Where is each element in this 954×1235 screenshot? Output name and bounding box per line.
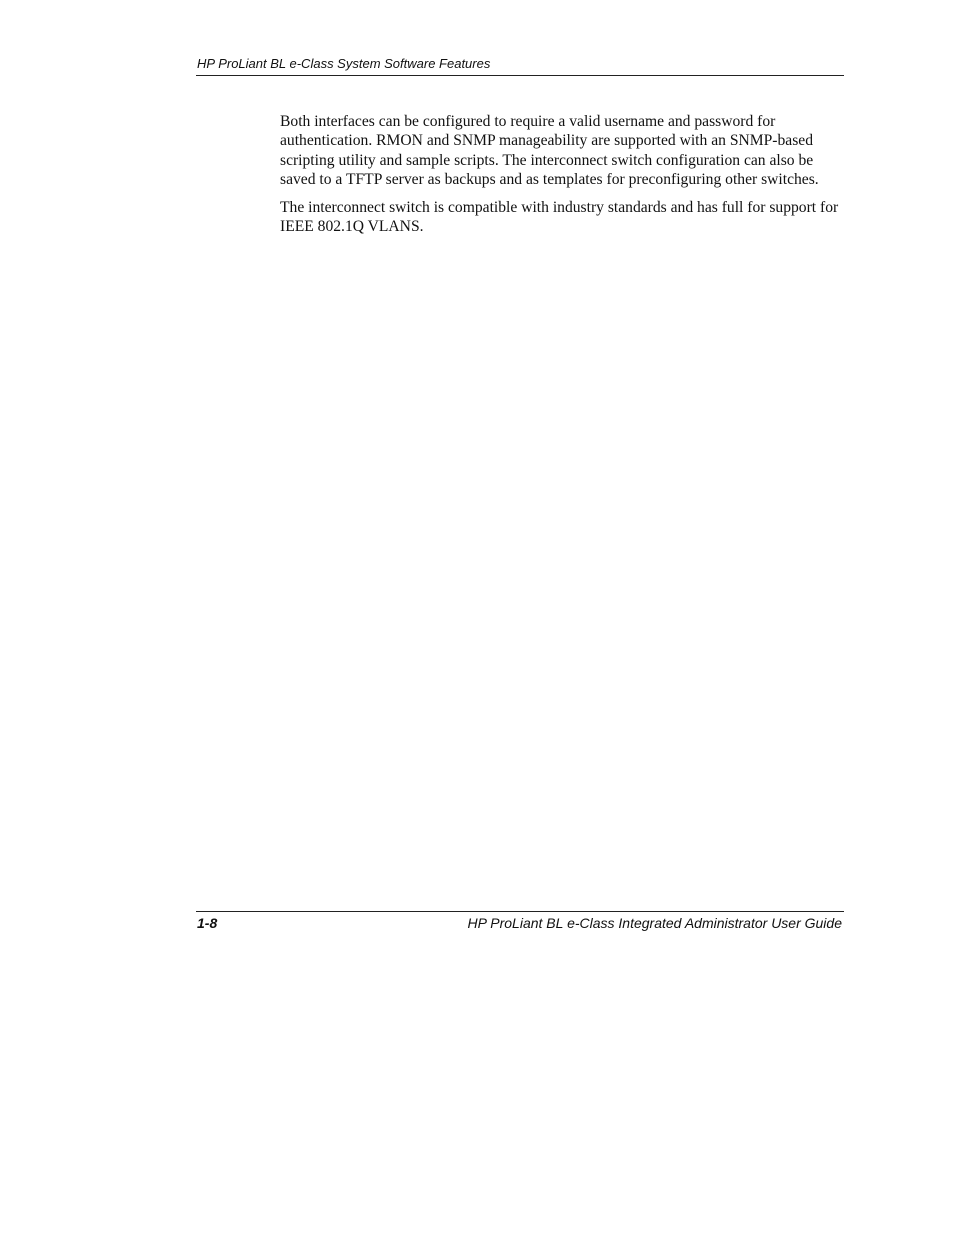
running-header	[196, 55, 844, 76]
footer-guide-title: HP ProLiant BL e-Class Integrated Administrator User Guide	[467, 915, 842, 931]
paragraph-standards: The interconnect switch is compatible with industry standards and has full for support for IEEE 802.1Q VLANS.	[280, 198, 839, 236]
paragraph-authentication: Both interfaces can be configured to require a valid username and password for authentication. RMON and SNMP manageability are supported with an SNMP-based scripting utility and sample scripts. The interconnect switch configuration can also be saved to a TFTP server as backups and as templates for preconfiguring other switches.	[280, 113, 819, 189]
running-header-title: HP ProLiant BL e-Class System Software Features	[197, 56, 491, 71]
body-text	[280, 112, 844, 244]
page-number: 1-8	[197, 915, 218, 931]
footer-rule	[196, 911, 844, 912]
